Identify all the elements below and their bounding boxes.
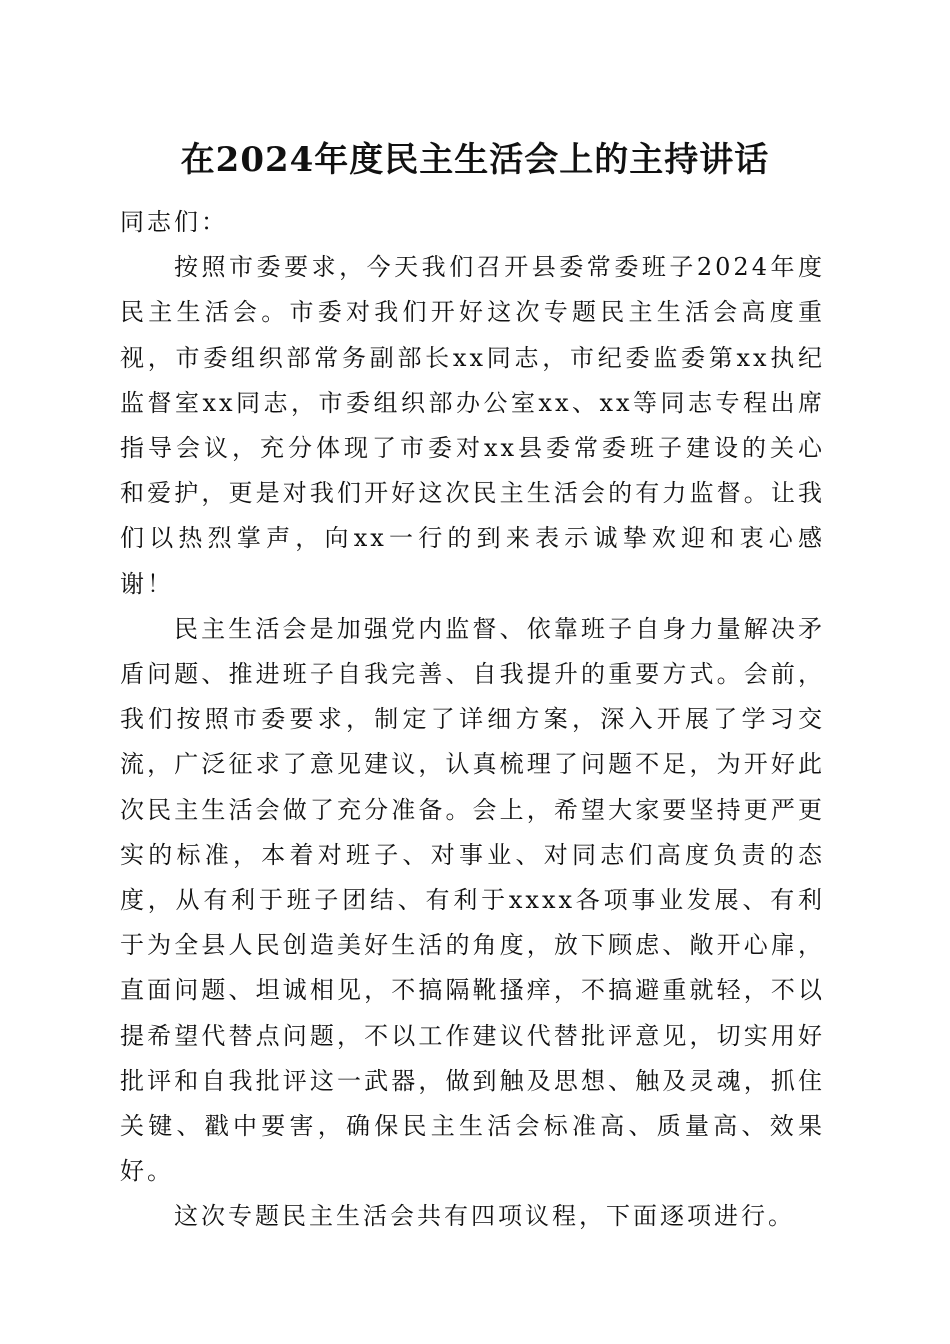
paragraph-agenda: 这次专题民主生活会共有四项议程，下面逐项进行。 xyxy=(174,1202,795,1231)
document-body xyxy=(120,200,825,1240)
salutation: 同志们： xyxy=(120,208,228,236)
paragraph-requirements: 民主生活会是加强党内监督、依靠班子自身力量解决矛盾问题、推进班子自我完善、自我提升的重要方式。会前，我们按照市委要求，制定了详细方案，深入开展了学习交流，广泛征求了意见建议，认真梳理了问题不足，为开好此次民主生活会做了充分准备。会上，希望大家要坚持更严更实的标准，本着对班子、对事业、对同志们高度负责的态度，从有利于班子团结、有利于xxxx各项事业发展、有利于为全县人民创造美好生活的角度，放下顾虑、敞开心扉，直面问题、坦诚相见，不搞隔靴搔痒，不搞避重就轻，不以提希望代替点问题，不以工作建议代替批评意见，切实用好批评和自我批评这一武器，做到触及思想、触及灵魂，抓住关键、戳中要害，确保民主生活会标准高、质量高、效果好。 xyxy=(120,614,825,1186)
paragraph-opening: 按照市委要求，今天我们召开县委常委班子2024年度民主生活会。市委对我们开好这次专题民主生活会高度重视，市委组织部常务副部长xx同志，市纪委监委第xx执纪监督室xx同志，市委组织部办公室xx、xx等同志专程出席指导会议，充分体现了市委对xx县委常委班子建设的关心和爱护，更是对我们开好这次民主生活会的有力监督。让我们以热烈掌声，向xx一行的到来表示诚挚欢迎和衷心感谢！ xyxy=(120,253,825,598)
document-title: 在2024年度民主生活会上的主持讲话 xyxy=(180,140,770,180)
